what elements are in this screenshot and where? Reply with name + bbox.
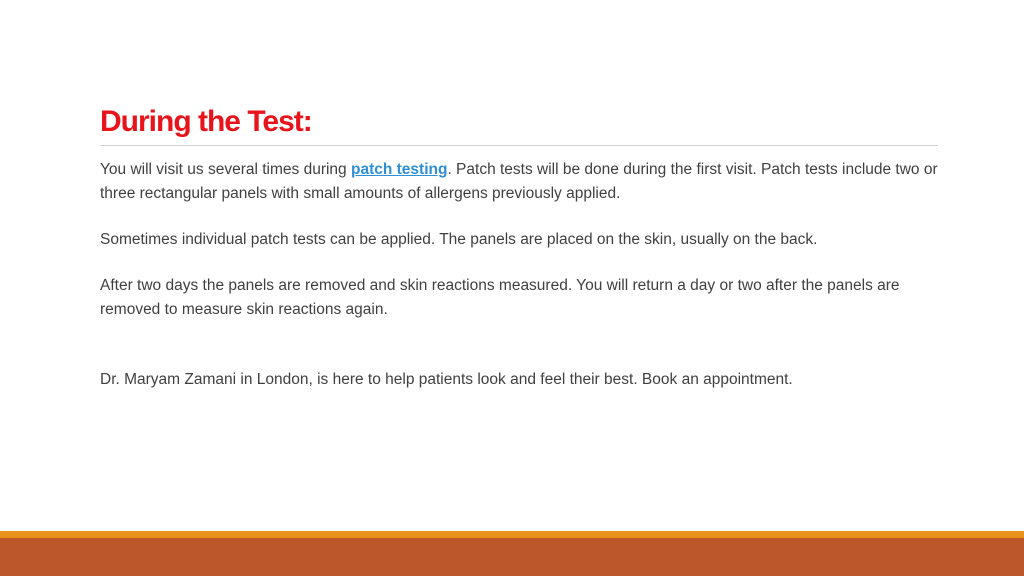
paragraph-4: Dr. Maryam Zamani in London, is here to help patients look and feel their best. Book an appointment. <box>100 371 793 388</box>
slide-title: During the Test: <box>100 105 312 138</box>
paragraph-1-start: You will visit us several times during <box>100 161 351 178</box>
paragraph-1-end: . Patch tests will be done during the first visit. Patch tests include two or three rectangular panels with small amounts of allergens previously applied. <box>100 161 938 202</box>
paragraph-3: After two days the panels are removed and skin reactions measured. You will return a day or two after the panels are removed to measure skin reactions again. <box>100 277 900 318</box>
footer-accent-bar <box>0 531 1024 538</box>
footer-bar <box>0 538 1024 576</box>
title-divider <box>100 145 938 146</box>
paragraph-2: Sometimes individual patch tests can be applied. The panels are placed on the skin, usually on the back. <box>100 231 818 248</box>
slide-body <box>100 158 940 414</box>
patch-testing-link[interactable]: patch testing <box>350 161 448 178</box>
paragraph-1 <box>100 158 940 206</box>
